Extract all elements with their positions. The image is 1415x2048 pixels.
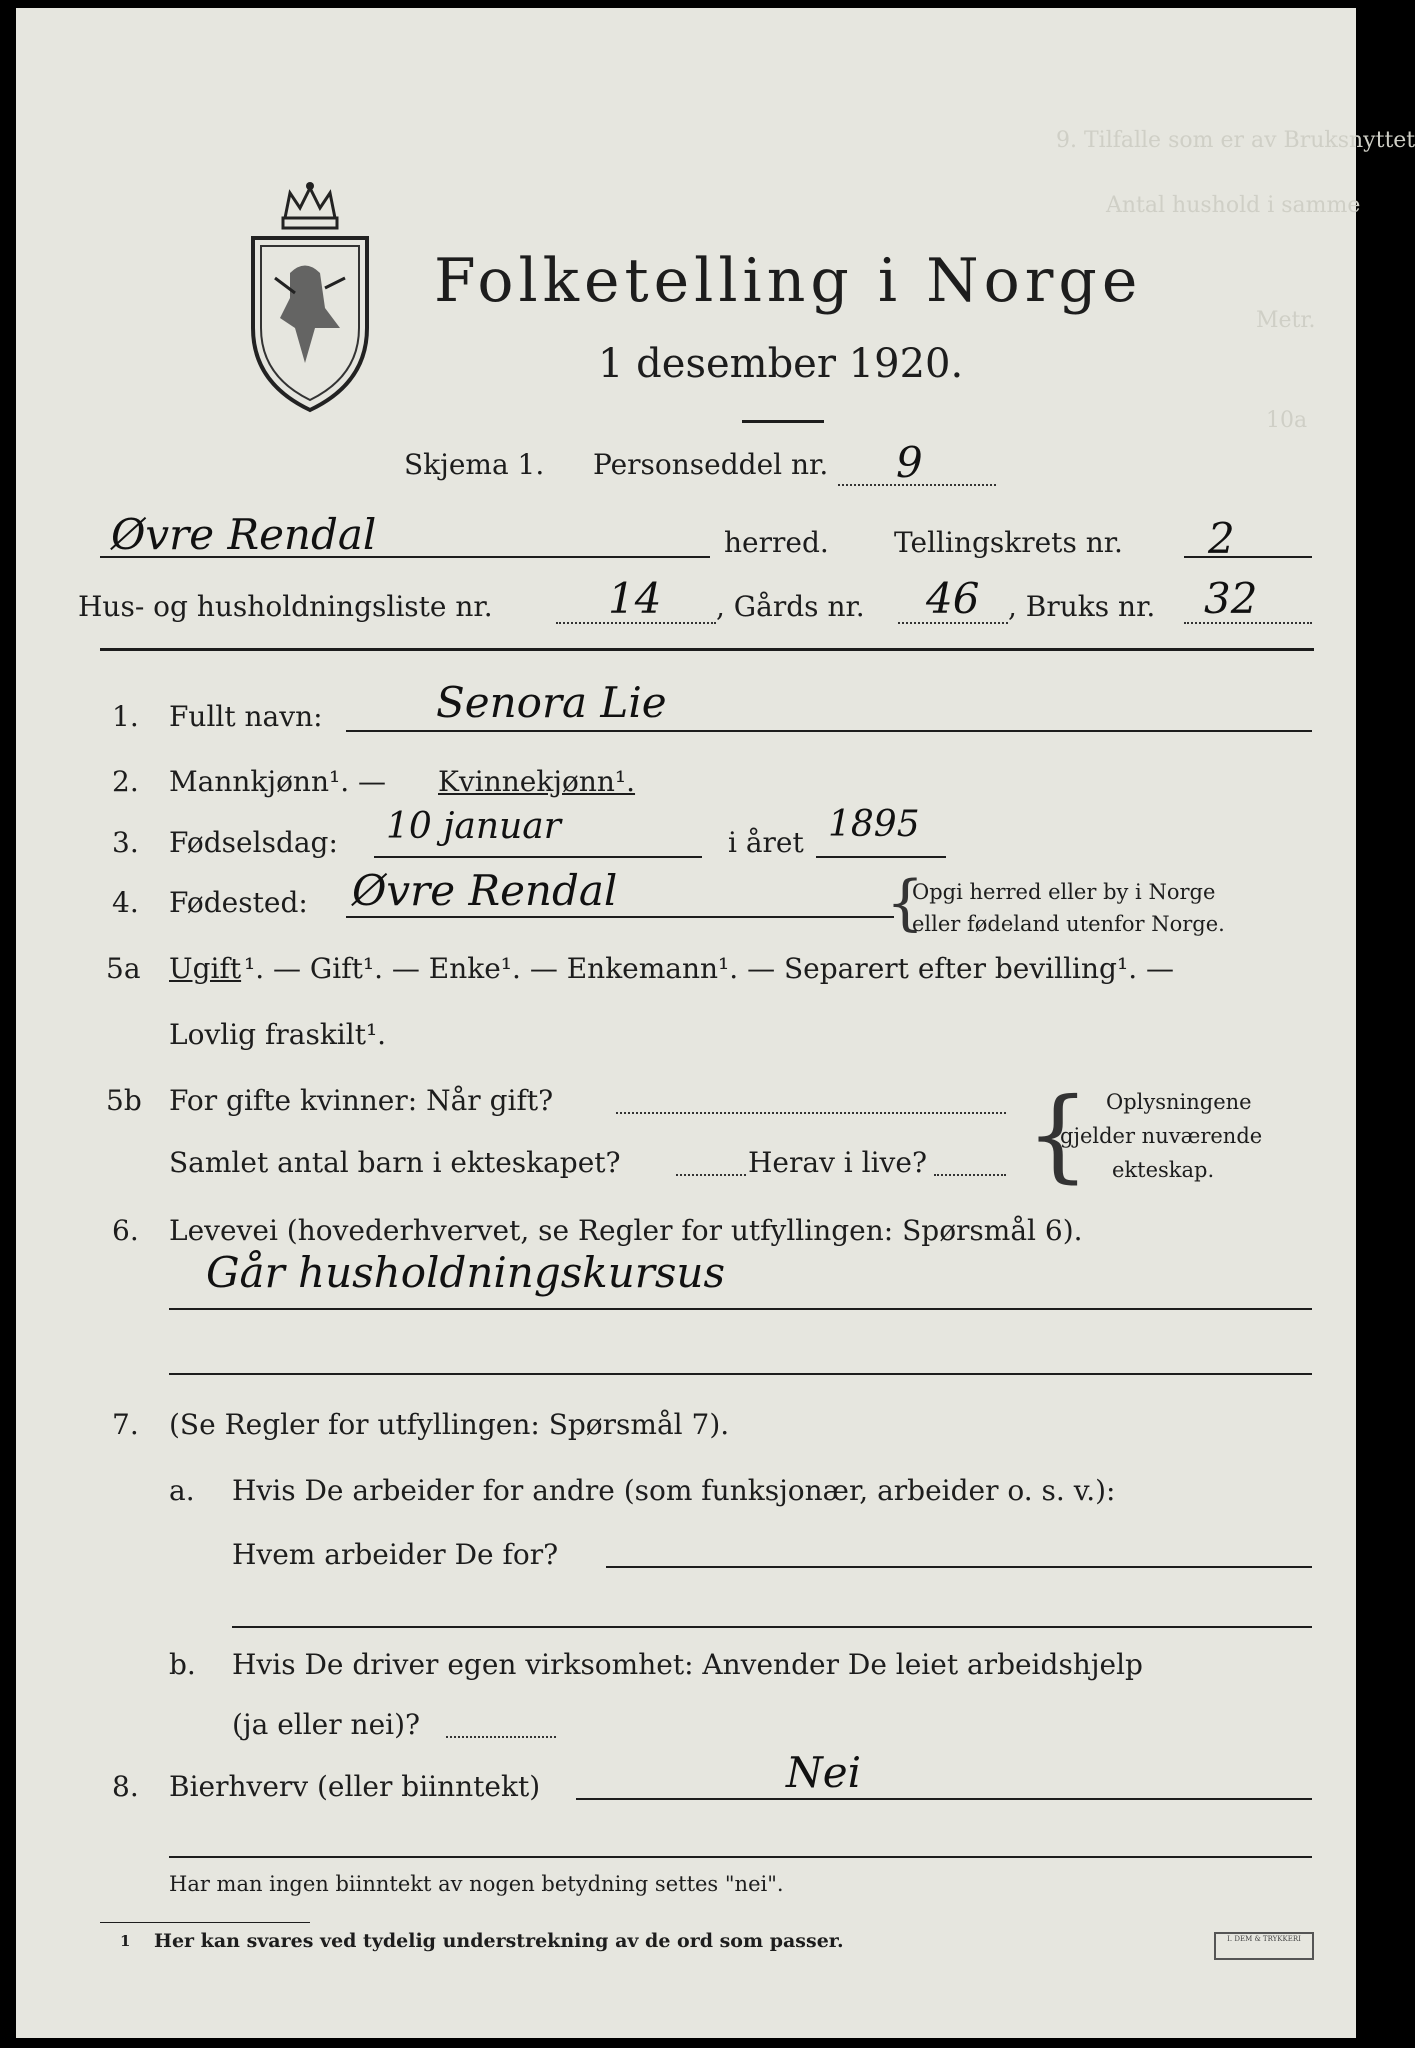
q3-year[interactable]: 1895 bbox=[828, 804, 920, 845]
q7a-line2 bbox=[232, 1626, 1312, 1628]
q7a-line1 bbox=[606, 1566, 1312, 1568]
q3-year-label: i året bbox=[728, 826, 804, 859]
bleed-through-text: 10a bbox=[1266, 408, 1308, 433]
tellingskrets-label: Tellingskrets nr. bbox=[894, 526, 1123, 559]
personseddel-value[interactable]: 9 bbox=[896, 438, 923, 487]
census-date: 1 desember 1920. bbox=[598, 341, 964, 387]
q2-male: Mannkjønn¹. — bbox=[169, 765, 387, 798]
husliste-label: Hus- og husholdningsliste nr. bbox=[78, 590, 493, 623]
q3-line bbox=[374, 856, 702, 858]
q7b-dotted-line bbox=[446, 1736, 556, 1738]
norway-lion-coat-of-arms-icon bbox=[245, 178, 375, 418]
personseddel-label: Personseddel nr. bbox=[593, 448, 829, 481]
bruks-label: , Bruks nr. bbox=[1008, 590, 1156, 623]
tellingskrets-value[interactable]: 2 bbox=[1208, 514, 1235, 563]
q3-label: Fødselsdag: bbox=[169, 826, 338, 859]
q4-number: 4. bbox=[112, 886, 139, 919]
q5b-alive-label: Herav i live? bbox=[748, 1146, 927, 1179]
q8-line1 bbox=[576, 1798, 1312, 1800]
q2-number: 2. bbox=[112, 765, 139, 798]
q4-note-line1: Opgi herred eller by i Norge bbox=[912, 880, 1216, 904]
q6-line1 bbox=[169, 1308, 1312, 1310]
q5b-children-label: Samlet antal barn i ekteskapet? bbox=[169, 1146, 621, 1179]
bleed-through-text: Antal hushold i samme bbox=[1106, 193, 1361, 218]
gards-label: , Gårds nr. bbox=[716, 590, 865, 623]
schema-label: Skjema 1. bbox=[404, 448, 545, 481]
herred-line bbox=[100, 556, 710, 558]
q5a-number: 5a bbox=[106, 952, 141, 985]
q8-value[interactable]: Nei bbox=[786, 1748, 862, 1797]
q5b-note-line1: Oplysningene bbox=[1106, 1090, 1252, 1114]
bruks-value[interactable]: 32 bbox=[1204, 574, 1258, 623]
q6-line2 bbox=[169, 1373, 1312, 1375]
title-separator bbox=[742, 420, 824, 423]
q5b-note-line3: ekteskap. bbox=[1112, 1158, 1215, 1182]
footnote-number: 1 bbox=[120, 1932, 131, 1950]
bleed-through-text: Metr. bbox=[1256, 308, 1316, 333]
q4-brace: { bbox=[886, 868, 925, 938]
gards-value[interactable]: 46 bbox=[926, 574, 980, 623]
q7b-label: Hvis De driver egen virksomhet: Anvender De leiet arbeidshjelp bbox=[232, 1648, 1143, 1681]
printer-stamp: I. DEM & TRYKKERI bbox=[1214, 1932, 1314, 1960]
q4-note-line2: eller fødeland utenfor Norge. bbox=[912, 912, 1225, 936]
q5a-line2: Lovlig fraskilt¹. bbox=[169, 1018, 387, 1051]
q7a-letter: a. bbox=[169, 1474, 195, 1507]
q6-label: Levevei (hovederhvervet, se Regler for utfyllingen: Spørsmål 6). bbox=[169, 1214, 1083, 1247]
q7b-question: (ja eller nei)? bbox=[232, 1708, 421, 1741]
census-form-page bbox=[16, 8, 1415, 2038]
q4-line bbox=[346, 916, 894, 918]
q3-number: 3. bbox=[112, 826, 139, 859]
q3-year-line bbox=[816, 856, 946, 858]
form-title: Folketelling i Norge bbox=[434, 246, 1143, 316]
q7a-label: Hvis De arbeider for andre (som funksjonær, arbeider o. s. v.): bbox=[232, 1474, 1116, 1507]
husliste-value[interactable]: 14 bbox=[608, 574, 662, 623]
q2-female-underlined[interactable]: Kvinnekjønn¹. bbox=[438, 765, 636, 798]
herred-value[interactable]: Øvre Rendal bbox=[111, 510, 377, 559]
q5b-married-dotted-line bbox=[616, 1112, 1006, 1114]
q1-label: Fullt navn: bbox=[169, 700, 323, 733]
tellingskrets-line bbox=[1184, 556, 1312, 558]
bleed-through-text: 9. Tilfalle som er av Bruksnyttet bbox=[1056, 128, 1415, 153]
header-rule bbox=[100, 648, 1314, 651]
q1-full-name[interactable]: Senora Lie bbox=[436, 678, 667, 727]
q6-occupation[interactable]: Går husholdningskursus bbox=[206, 1248, 726, 1297]
q8-line2 bbox=[169, 1856, 1312, 1858]
q5b-brace: { bbox=[1026, 1076, 1090, 1193]
q7-label: (Se Regler for utfyllingen: Spørsmål 7). bbox=[169, 1408, 730, 1441]
q5b-number: 5b bbox=[106, 1084, 142, 1117]
q3-birthday[interactable]: 10 januar bbox=[386, 806, 561, 847]
q5b-note-line2: gjelder nuværende bbox=[1060, 1124, 1263, 1148]
footnote-rule bbox=[100, 1922, 310, 1923]
q5a-ugift-underlined[interactable]: Ugift bbox=[169, 952, 242, 985]
q1-number: 1. bbox=[112, 700, 139, 733]
q5a-options: ¹. — Gift¹. — Enke¹. — Enkemann¹. — Separert efter bevilling¹. — bbox=[244, 952, 1174, 985]
q5b-label: For gifte kvinner: Når gift? bbox=[169, 1084, 554, 1117]
q6-number: 6. bbox=[112, 1214, 139, 1247]
income-note: Har man ingen biinntekt av nogen betydning settes "nei". bbox=[169, 1872, 784, 1896]
q4-birthplace[interactable]: Øvre Rendal bbox=[352, 866, 618, 915]
q4-label: Fødested: bbox=[169, 886, 308, 919]
q7b-letter: b. bbox=[169, 1648, 196, 1681]
q5b-alive-dotted-line bbox=[934, 1174, 1006, 1176]
q8-label: Bierhverv (eller biinntekt) bbox=[169, 1770, 541, 1803]
footnote-text: Her kan svares ved tydelig understrekning av de ord som passer. bbox=[154, 1930, 844, 1952]
q1-line bbox=[346, 730, 1312, 732]
herred-label: herred. bbox=[724, 526, 829, 559]
q7a-question: Hvem arbeider De for? bbox=[232, 1538, 559, 1571]
q8-number: 8. bbox=[112, 1770, 139, 1803]
q7-number: 7. bbox=[112, 1408, 139, 1441]
q5b-children-dotted-line bbox=[676, 1174, 746, 1176]
